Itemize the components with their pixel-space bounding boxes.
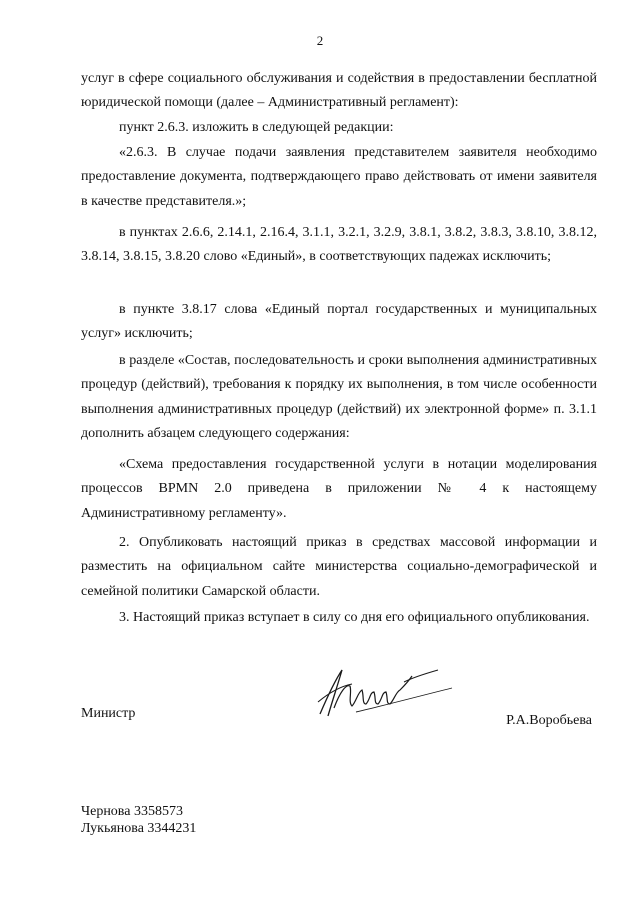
paragraph-effective: 3. Настоящий приказ вступает в силу со дня его официального опубликования. — [119, 610, 590, 625]
minister-name: Р.А.Воробьева — [506, 713, 592, 728]
paragraph-exclude-word: в пунктах 2.6.6, 2.14.1, 2.16.4, 3.1.1, 3.2.1, 3.2.9, 3.8.1, 3.8.2, 3.8.3, 3.8.10, 3.8.12, 3.8.14, 3.8.15, 3.8.20 слово «Единый», в соответствующих падежах исключить; — [81, 225, 597, 265]
paragraph-publish: 2. Опубликовать настоящий приказ в средствах массовой информации и разместить на официальном сайте министерства социально-демографической и семейной политики Самарской области. — [81, 535, 597, 599]
paragraph-quote-bpmn: «Схема предоставления государственной услуги в нотации моделирования процессов BPMN 2.0 приведена в приложении № 4 к настоящему Административному регламенту». — [81, 457, 597, 521]
contacts-block — [81, 803, 196, 837]
minister-title: Министр — [81, 706, 136, 721]
contact-line: Чернова 3358573 — [81, 804, 183, 819]
paragraph-item-263: пункт 2.6.3. изложить в следующей редакции: — [119, 120, 394, 135]
paragraph-intro: услуг в сфере социального обслуживания и содействия в предоставлении бесплатной юридической помощи (далее – Административный регламент): — [81, 71, 597, 111]
handwritten-signature — [312, 662, 462, 722]
paragraph-exclude-portal: в пункте 3.8.17 слова «Единый портал государственных и муниципальных услуг» исключить; — [81, 302, 597, 342]
paragraph-section-add: в разделе «Состав, последовательность и сроки выполнения административных процедур (действий), требования к порядку их выполнения, в том числе особенности выполнения административных процедур (действий) их электронной форме» п. 3.1.1 дополнить абзацем следующего содержания: — [81, 353, 597, 441]
page-number: 2 — [316, 33, 324, 48]
contact-line: Лукьянова 3344231 — [81, 821, 197, 836]
paragraph-quote-263: «2.6.3. В случае подачи заявления представителем заявителя необходимо предоставление документа, подтверждающего право действовать от имени заявителя в качестве представителя.»; — [81, 145, 597, 209]
